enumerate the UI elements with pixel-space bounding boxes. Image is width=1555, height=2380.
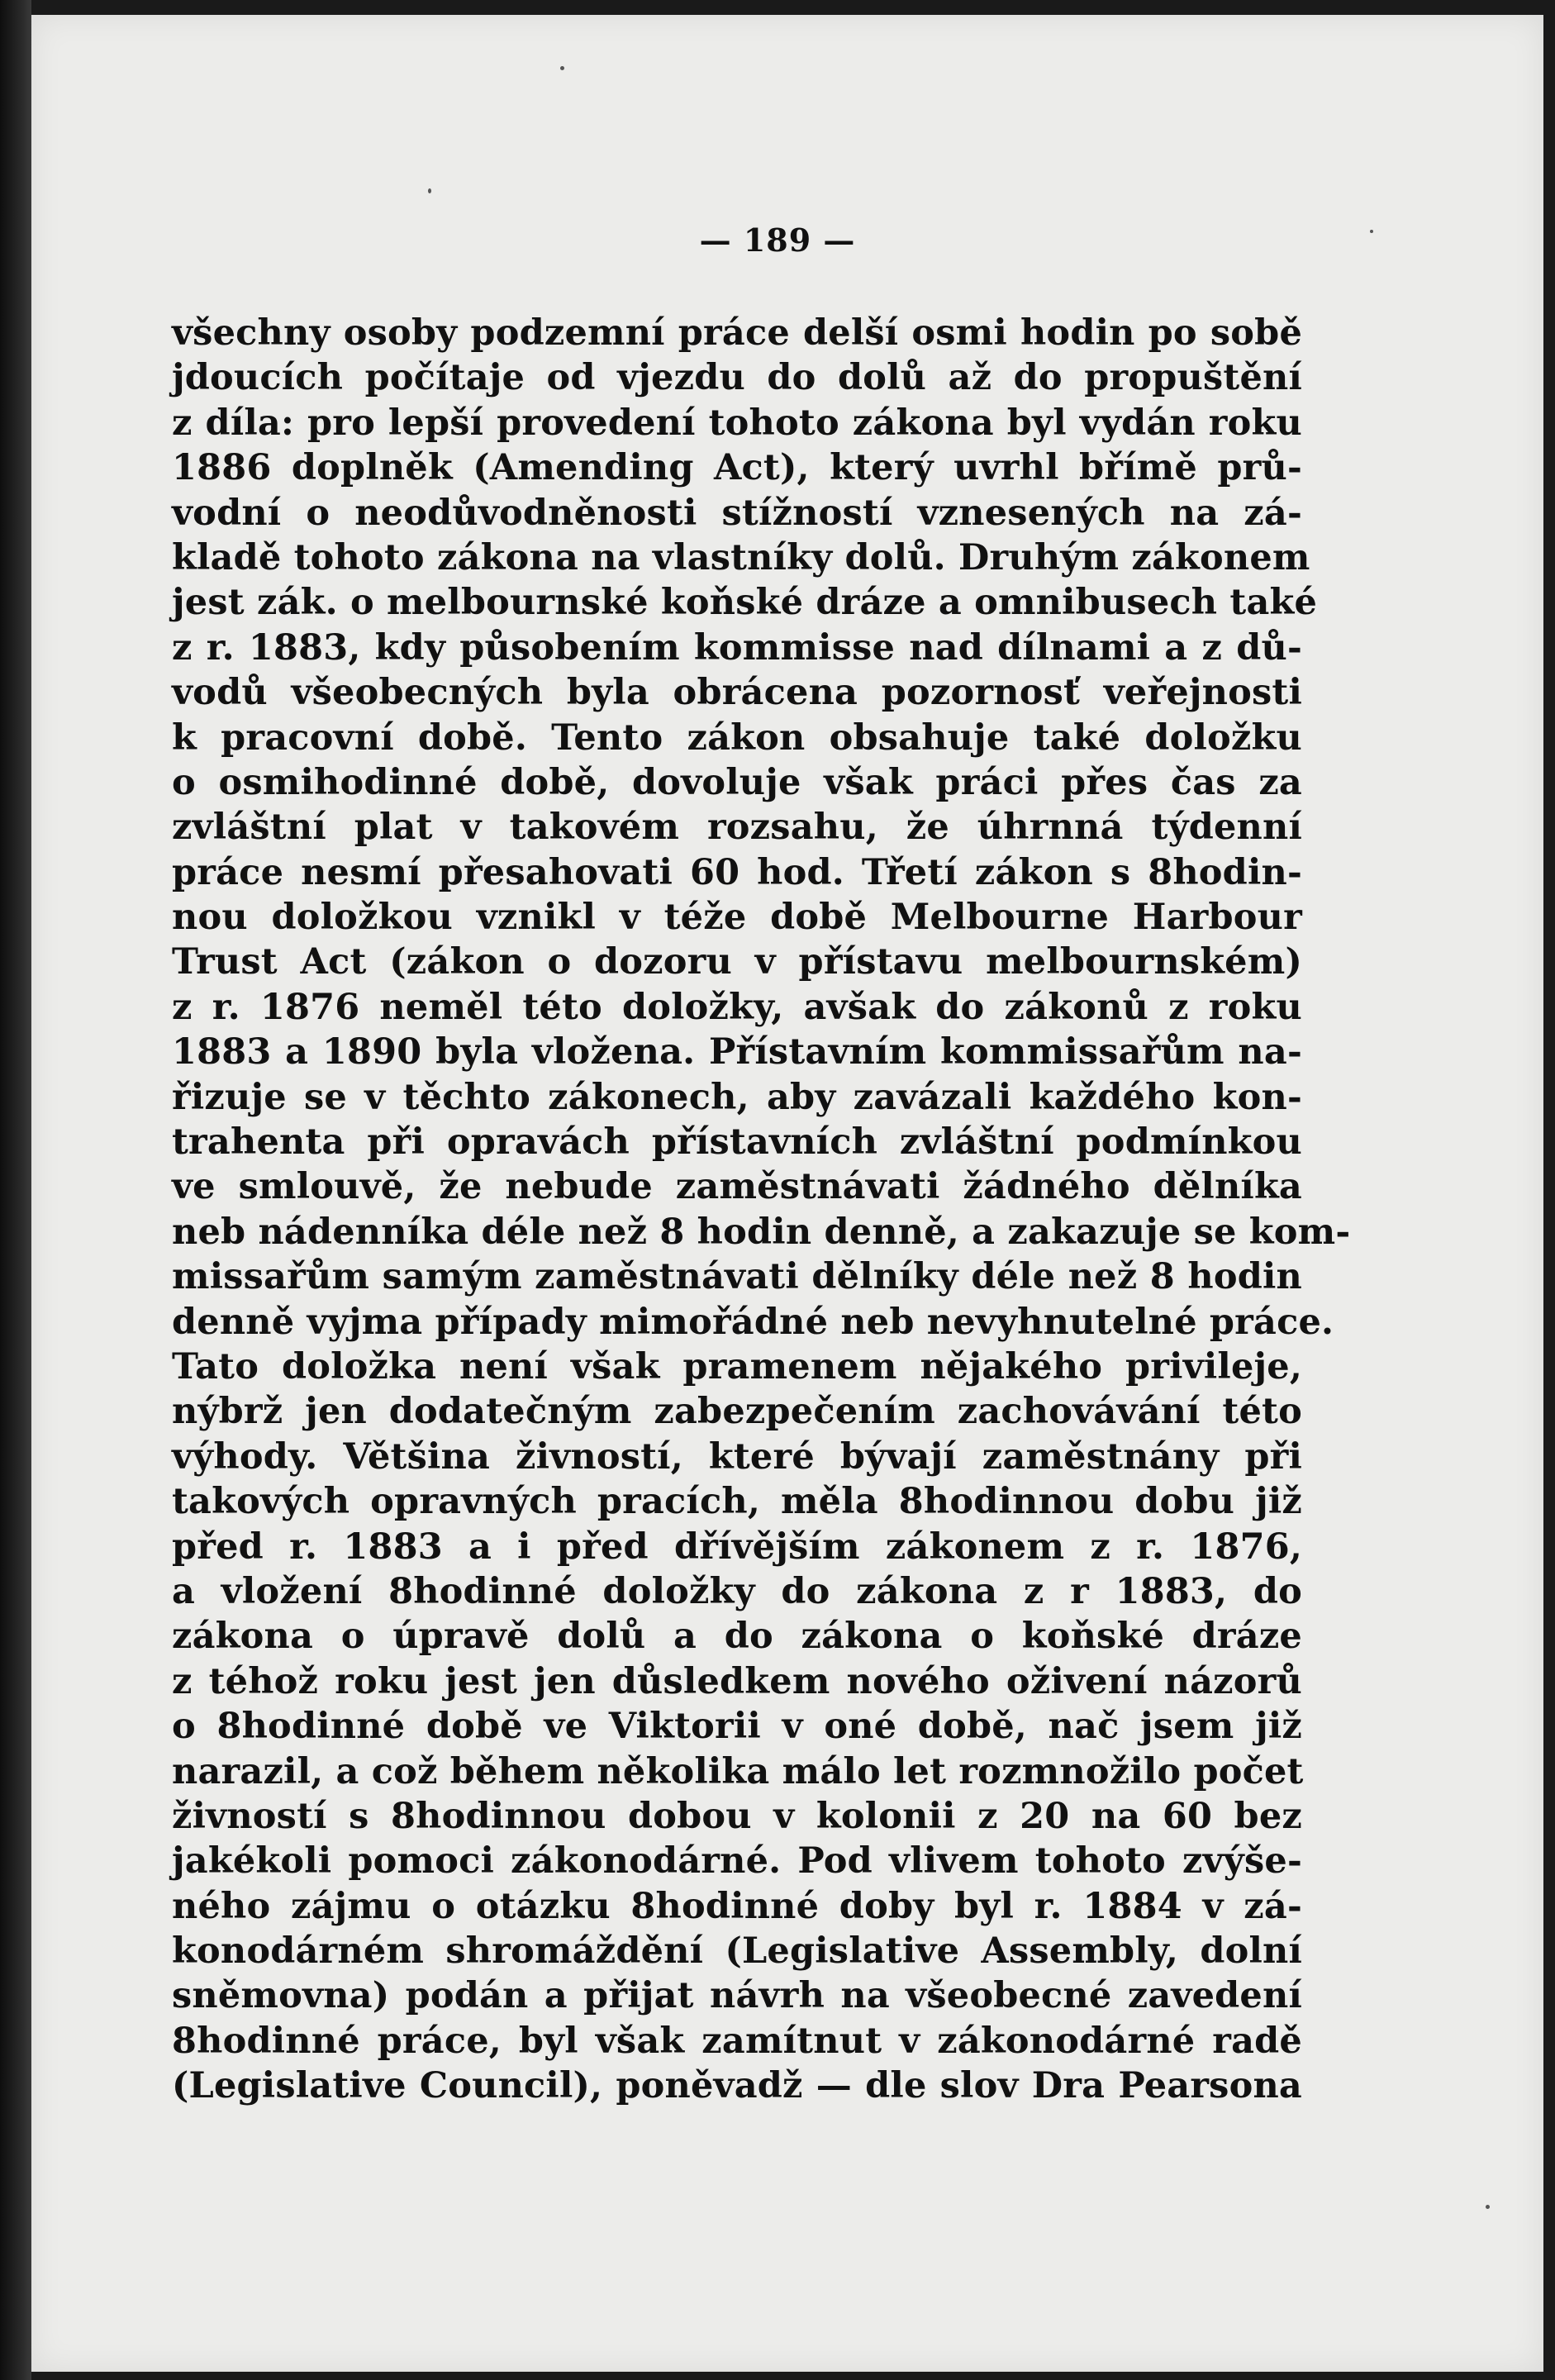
- text-line: 1886 doplněk (Amending Act), který uvrhl břímě prů-: [172, 447, 1302, 489]
- text-line: 8hodinné práce, byl však zamítnut v zákonodárné radě: [172, 2020, 1302, 2062]
- text-line: před r. 1883 a i před dřívějším zákonem z r. 1876,: [172, 1526, 1302, 1568]
- text-line: práce nesmí přesahovati 60 hod. Třetí zákon s 8hodin-: [172, 851, 1302, 893]
- ink-speck: [428, 188, 431, 193]
- text-line: kladě tohoto zákona na vlastníky dolů. Druhým zákonem: [172, 536, 1310, 578]
- text-line: nou doložkou vznikl v téže době Melbourne Harbour: [172, 897, 1302, 939]
- text-line: o 8hodinné době ve Viktorii v oné době, nač jsem již: [172, 1706, 1302, 1748]
- text-line: a vložení 8hodinné doložky do zákona z r 1883, do: [172, 1570, 1302, 1612]
- text-line: Trust Act (zákon o dozoru v přístavu melbournském): [172, 941, 1302, 983]
- text-line: konodárném shromáždění (Legislative Assembly, dolní: [172, 1930, 1302, 1973]
- text-line: z r. 1876 neměl této doložky, avšak do zákonů z roku: [172, 986, 1302, 1028]
- text-line: jakékoli pomoci zákonodárné. Pod vlivem tohoto zvýše-: [172, 1840, 1302, 1883]
- text-line: denně vyjma případy mimořádné neb nevyhnutelné práce.: [172, 1301, 1334, 1343]
- text-line: nýbrž jen dodatečným zabezpečením zachovávání této: [172, 1391, 1302, 1433]
- text-line: všechny osoby podzemní práce delší osmi hodin po sobě: [172, 312, 1302, 354]
- text-line: sněmovna) podán a přijat návrh na všeobecné zavedení: [172, 1975, 1302, 2017]
- text-line: z r. 1883, kdy působením kommisse nad dílnami a z dů-: [172, 626, 1302, 669]
- ink-speck: [560, 66, 564, 70]
- text-line: jdoucích počítaje od vjezdu do dolů až do propuštění: [172, 357, 1302, 399]
- text-line: z díla: pro lepší provedení tohoto zákona byl vydán roku: [172, 402, 1302, 444]
- text-line: ve smlouvě, že nebude zaměstnávati žádného dělníka: [172, 1166, 1302, 1208]
- text-line: vodů všeobecných byla obrácena pozornosť veřejnosti: [172, 672, 1302, 714]
- text-line: z téhož roku jest jen důsledkem nového oživení názorů: [172, 1660, 1302, 1702]
- text-line: o osmihodinné době, dovoluje však práci přes čas za: [172, 761, 1302, 803]
- text-line: narazil, a což během několika málo let rozmnožilo počet: [172, 1750, 1304, 1792]
- text-line: 1883 a 1890 byla vložena. Přístavním kommissařům na-: [172, 1031, 1302, 1073]
- text-line: (Legislative Council), poněvadž — dle slov Dra Pearsona: [172, 2065, 1302, 2107]
- text-line: trahenta při opravách přístavních zvláštní podmínkou: [172, 1121, 1302, 1164]
- text-line: zákona o úpravě dolů a do zákona o koňské dráze: [172, 1616, 1302, 1658]
- text-line: řizuje se v těchto zákonech, aby zavázali každého kon-: [172, 1076, 1302, 1118]
- text-line: výhody. Většina živností, které bývají zaměstnány při: [172, 1435, 1302, 1478]
- text-line: ného zájmu o otázku 8hodinné doby byl r. 1884 v zá-: [172, 1885, 1302, 1927]
- text-line: takových opravných pracích, měla 8hodinnou dobu již: [172, 1481, 1302, 1523]
- ink-speck: [1486, 2205, 1490, 2209]
- text-line: jest zák. o melbournské koňské dráze a omnibusech také: [172, 582, 1318, 624]
- text-line: Tato doložka není však pramenem nějakého privileje,: [172, 1345, 1302, 1388]
- binding-edge: [0, 0, 31, 2380]
- body-text: [172, 311, 1351, 2109]
- page-number: — 189 —: [699, 221, 856, 259]
- text-line: k pracovní době. Tento zákon obsahuje také doložku: [172, 716, 1302, 759]
- text-line: živností s 8hodinnou dobou v kolonii z 20 na 60 bez: [172, 1795, 1302, 1837]
- text-line: zvláštní plat v takovém rozsahu, že úhrnná týdenní: [172, 807, 1302, 849]
- text-line: missařům samým zaměstnávati dělníky déle než 8 hodin: [172, 1256, 1302, 1298]
- text-line: neb nádenníka déle než 8 hodin denně, a zakazuje se kom-: [172, 1211, 1351, 1253]
- text-line: vodní o neodůvodněnosti stížností vznesených na zá-: [172, 492, 1302, 534]
